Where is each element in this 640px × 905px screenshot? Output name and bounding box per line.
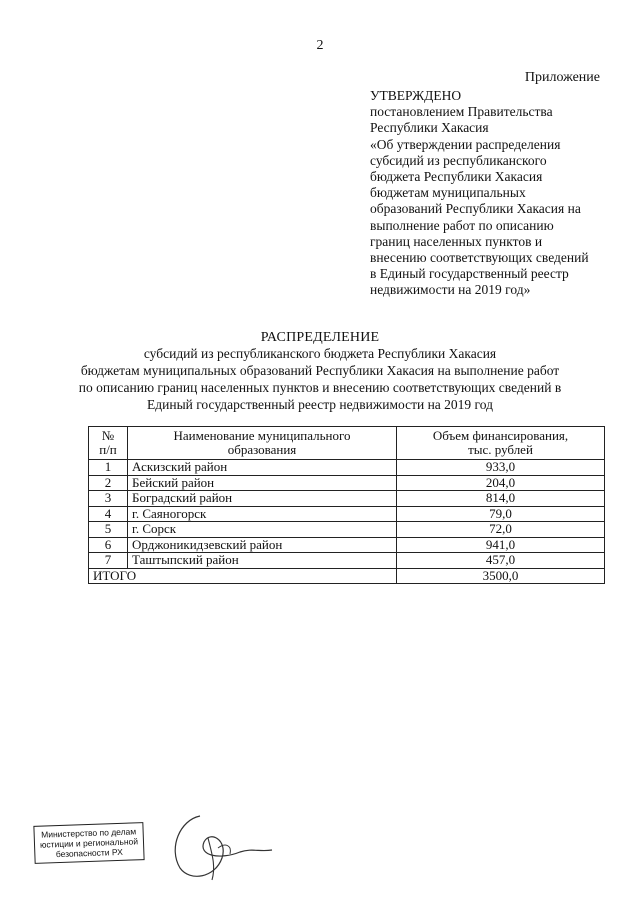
stamp-line: безопасности РХ bbox=[55, 846, 124, 860]
approval-heading: УТВЕРЖДЕНО bbox=[370, 88, 462, 103]
document-title: РАСПРЕДЕЛЕНИЕ bbox=[260, 330, 380, 345]
row-num: 4 bbox=[89, 506, 128, 522]
approval-line: внесению соответствующих сведений bbox=[370, 250, 589, 266]
subtitle-line: субсидий из республиканского бюджета Республики Хакасия bbox=[143, 346, 497, 361]
table-row bbox=[89, 460, 605, 476]
page-number: 2 bbox=[316, 38, 324, 53]
approval-line: Республики Хакасия bbox=[370, 120, 489, 136]
stamp-line: Министерство по делам bbox=[40, 826, 137, 840]
row-name: Аскизский район bbox=[128, 460, 397, 476]
row-amount: 941,0 bbox=[397, 537, 605, 553]
table-row bbox=[89, 537, 605, 553]
header-amount-line1: Объем финансирования, bbox=[432, 428, 569, 443]
approval-line: бюджета Республики Хакасия bbox=[370, 169, 543, 185]
document-subtitle bbox=[60, 345, 580, 413]
subsidy-table bbox=[88, 426, 605, 584]
row-amount: 933,0 bbox=[397, 460, 605, 476]
subtitle-line: по описанию границ населенных пунктов и внесению соответствующих сведений в bbox=[78, 380, 562, 395]
header-num bbox=[89, 427, 128, 460]
subtitle-line: бюджетам муниципальных образований Республики Хакасия на выполнение работ bbox=[80, 363, 560, 378]
stamp-line: юстиции и региональной bbox=[39, 836, 139, 850]
total-label: ИТОГО bbox=[89, 568, 397, 584]
row-name: Боградский район bbox=[128, 491, 397, 507]
row-name: Орджоникидзевский район bbox=[128, 537, 397, 553]
row-amount: 457,0 bbox=[397, 553, 605, 569]
header-name-line2: образования bbox=[227, 442, 297, 457]
approval-line: в Единый государственный реестр bbox=[370, 266, 569, 282]
table-total-row bbox=[89, 568, 605, 584]
total-amount: 3500,0 bbox=[397, 568, 605, 584]
appendix-label: Приложение bbox=[524, 70, 600, 85]
row-name: г. Саяногорск bbox=[128, 506, 397, 522]
row-name: г. Сорск bbox=[128, 522, 397, 538]
row-num: 7 bbox=[89, 553, 128, 569]
row-amount: 204,0 bbox=[397, 475, 605, 491]
row-amount: 79,0 bbox=[397, 506, 605, 522]
header-num-line2: п/п bbox=[99, 442, 117, 457]
table-row bbox=[89, 491, 605, 507]
approval-line: недвижимости на 2019 год» bbox=[370, 282, 531, 298]
approval-line: границ населенных пунктов и bbox=[370, 233, 543, 249]
approval-line: субсидий из республиканского bbox=[370, 152, 547, 168]
header-num-line1: № bbox=[101, 428, 115, 443]
row-amount: 72,0 bbox=[397, 522, 605, 538]
subtitle-line: Единый государственный реестр недвижимости на 2019 год bbox=[147, 397, 493, 412]
ministry-stamp bbox=[33, 822, 144, 864]
approval-line: «Об утверждении распределения bbox=[370, 136, 561, 152]
row-num: 1 bbox=[89, 460, 128, 476]
approval-line: бюджетам муниципальных bbox=[370, 185, 526, 201]
table-header-row bbox=[89, 427, 605, 460]
row-num: 6 bbox=[89, 537, 128, 553]
approval-block bbox=[370, 88, 620, 299]
approval-line: постановлением Правительства bbox=[370, 104, 553, 120]
row-name: Таштыпский район bbox=[128, 553, 397, 569]
header-amount-line2: тыс. рублей bbox=[468, 442, 533, 457]
approval-line: выполнение работ по описанию bbox=[370, 217, 554, 233]
signature bbox=[160, 808, 280, 888]
row-num: 5 bbox=[89, 522, 128, 538]
row-name: Бейский район bbox=[128, 475, 397, 491]
row-num: 2 bbox=[89, 475, 128, 491]
row-num: 3 bbox=[89, 491, 128, 507]
header-name-line1: Наименование муниципального bbox=[173, 428, 351, 443]
header-amount bbox=[397, 427, 605, 460]
table-row bbox=[89, 506, 605, 522]
row-amount: 814,0 bbox=[397, 491, 605, 507]
table-row bbox=[89, 475, 605, 491]
approval-line: образований Республики Хакасия на bbox=[370, 201, 581, 217]
header-name bbox=[128, 427, 397, 460]
table-row bbox=[89, 553, 605, 569]
table-row bbox=[89, 522, 605, 538]
